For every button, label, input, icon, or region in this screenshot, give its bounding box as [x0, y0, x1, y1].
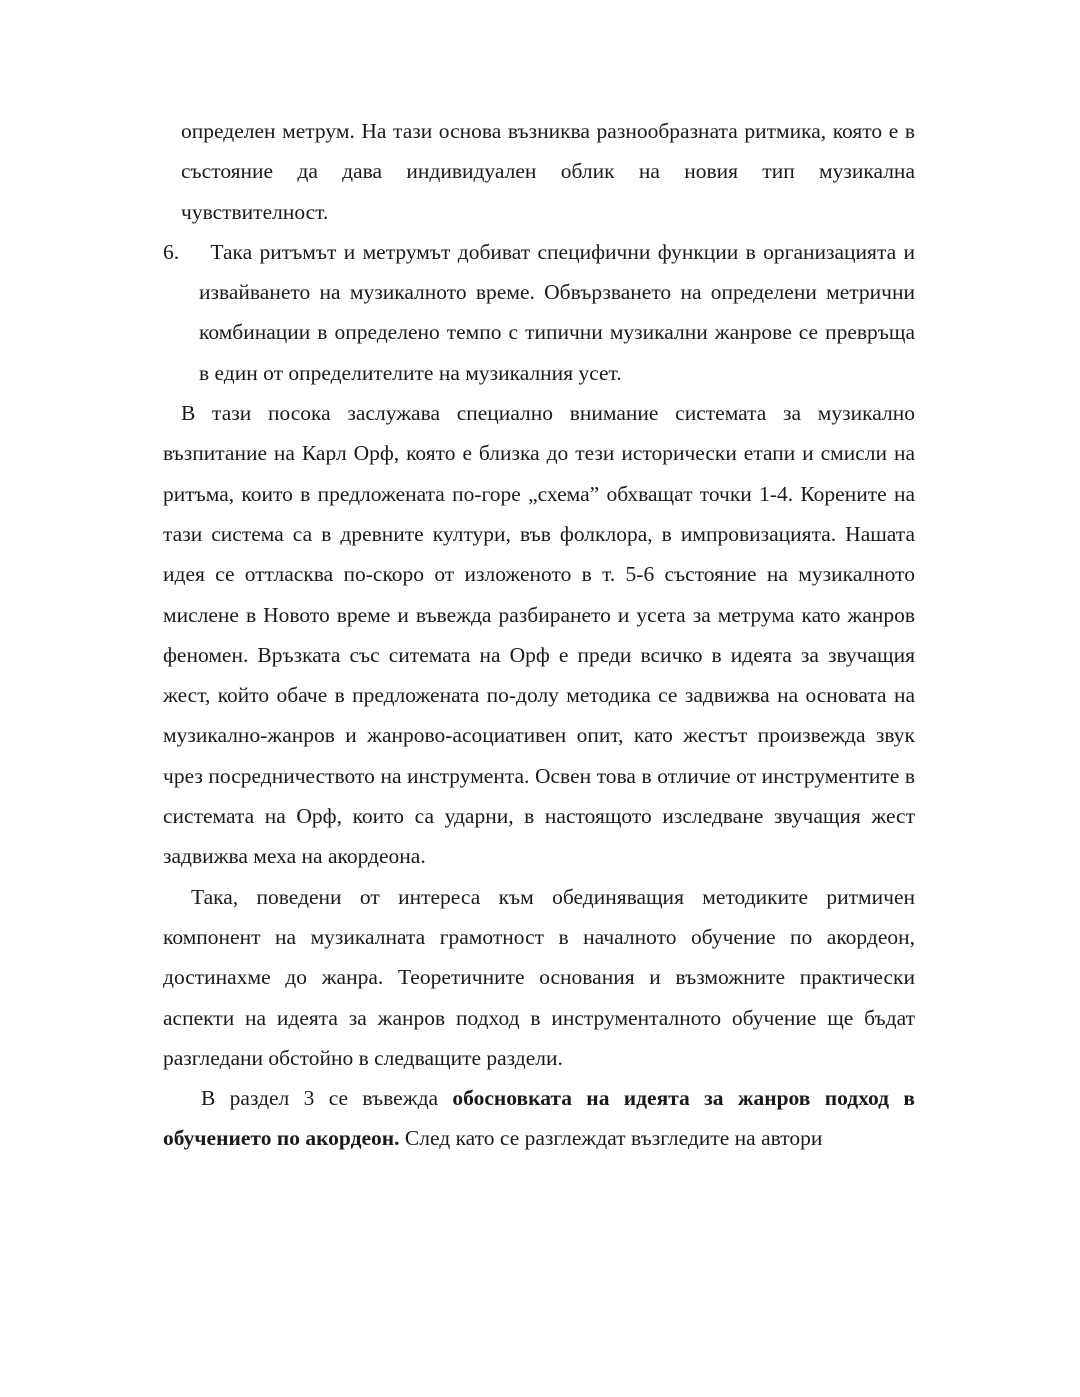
- paragraph-section-3-continuation: След като се разглеждат възгледите на автори: [399, 1126, 823, 1151]
- paragraph-section-3: [163, 1078, 915, 1159]
- paragraph-genre-approach: Така, поведени от интереса към обединяващия методиките ритмичен компонент на музикалната грамотност в началното обучение по акордеон, достинахме до жанра. Теоретичните основания и възможните практически аспекти на идеята за жанров подход в инструменталното обучение ще бъдат разгледани обстойно в следващите раздели.: [163, 884, 915, 1070]
- list-continuation: [163, 111, 915, 393]
- list-item-6: 6. Така ритъмът и метрумът добиват специфични функции в организацията и извайването на музикалното време. Обвързването на определени метрични комбинации в определено темпо с типични музикални жанрове се превръща в един от определителите на музикалния усет.: [163, 239, 915, 385]
- paragraph-section-3-intro: В раздел 3 се въвежда: [201, 1086, 453, 1111]
- paragraph-section-3-bold: обосновката на идеята за жанров подход в обучението по акордеон.: [163, 1086, 916, 1151]
- document-body: [163, 111, 915, 1159]
- paragraph-list-item-5-continuation: определен метрум. На тази основа възниква разнообразната ритмика, която е в състояние да дава индивидуален облик на новия тип музикална чувствителност.: [181, 119, 915, 224]
- list-item-text: Така ритъмът и метрумът добиват специфични функции в организацията и извайването на музикалното време. Обвързването на определени метрични комбинации в определено темпо с типични музикални жанрове се превръща в един от определителите на музикалния усет.: [199, 239, 915, 385]
- paragraph-orff-system: В тази посока заслужава специално внимание системата за музикално възпитание на Карл Орф, която е близка до тези исторически етапи и смисли на ритъма, които в предложената по-горе „схема” обхващат точки 1-4. Корените на тази система са в древните култури, във фолклора, в импровизацията. Нашата идея се оттласква по-скоро от изложеното в т. 5-6 състояние на музикалното мислене в Новото време и въвежда разбирането и усета за метрума като жанров феномен. Връзката със ситемата на Орф е преди всичко в идеята за звучащия жест, който обаче в предложената по-долу методика се задвижва на основата на музикално-жанров и жанрово-асоциативен опит, като жестът произвежда звук чрез посредничеството на инструмента. Освен това в отличие от инструментите в системата на Орф, които са ударни, в настоящото изследване звучащия жест задвижва меха на акордеона.: [163, 401, 915, 869]
